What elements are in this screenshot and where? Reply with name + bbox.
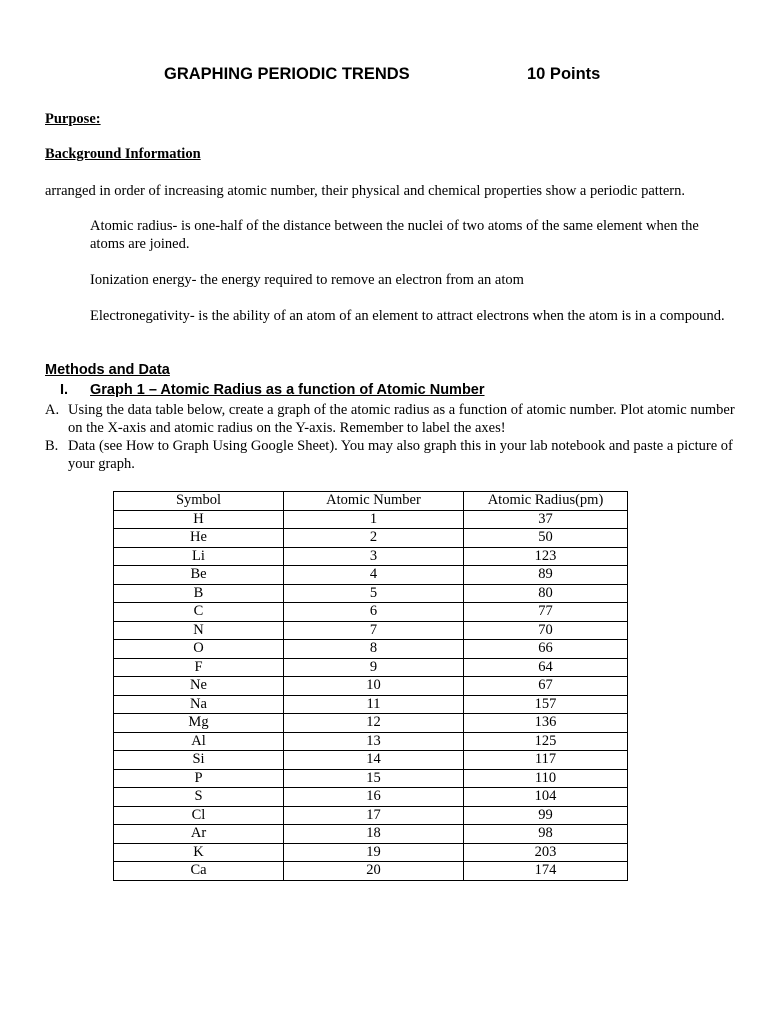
cell-atomic-number: 12 bbox=[284, 714, 464, 733]
cell-symbol: Be bbox=[114, 566, 284, 585]
header-atomic-radius: Atomic Radius(pm) bbox=[464, 492, 628, 511]
cell-atomic-radius: 98 bbox=[464, 825, 628, 844]
cell-symbol: C bbox=[114, 603, 284, 622]
step-b-text: Data (see How to Graph Using Google Sheet). You may also graph this in your lab notebook and paste a picture of your graph. bbox=[68, 438, 733, 472]
cell-symbol: Ca bbox=[114, 862, 284, 881]
cell-symbol: Cl bbox=[114, 806, 284, 825]
table-row bbox=[114, 566, 628, 585]
cell-atomic-number: 1 bbox=[284, 510, 464, 529]
cell-symbol: F bbox=[114, 658, 284, 677]
step-a-letter: A. bbox=[45, 402, 60, 418]
table-row bbox=[114, 751, 628, 770]
table-header-row bbox=[114, 492, 628, 511]
table-row bbox=[114, 806, 628, 825]
cell-atomic-number: 14 bbox=[284, 751, 464, 770]
cell-symbol: O bbox=[114, 640, 284, 659]
cell-atomic-radius: 136 bbox=[464, 714, 628, 733]
cell-atomic-radius: 123 bbox=[464, 547, 628, 566]
cell-atomic-radius: 89 bbox=[464, 566, 628, 585]
header-symbol: Symbol bbox=[114, 492, 284, 511]
cell-atomic-number: 9 bbox=[284, 658, 464, 677]
cell-atomic-radius: 174 bbox=[464, 862, 628, 881]
background-heading: Background Information bbox=[45, 146, 201, 162]
step-b bbox=[45, 437, 735, 473]
cell-atomic-number: 18 bbox=[284, 825, 464, 844]
table-row bbox=[114, 640, 628, 659]
table-row bbox=[114, 695, 628, 714]
cell-atomic-number: 2 bbox=[284, 529, 464, 548]
cell-atomic-radius: 64 bbox=[464, 658, 628, 677]
table-row bbox=[114, 510, 628, 529]
cell-atomic-number: 13 bbox=[284, 732, 464, 751]
graph1-numeral: I. bbox=[60, 382, 69, 398]
cell-symbol: Si bbox=[114, 751, 284, 770]
table-row bbox=[114, 732, 628, 751]
table-row bbox=[114, 677, 628, 696]
cell-symbol: H bbox=[114, 510, 284, 529]
cell-atomic-radius: 67 bbox=[464, 677, 628, 696]
definition-electronegativity: Electronegativity- is the ability of an atom of an element to attract electrons when the atom is in a compound. bbox=[90, 308, 725, 324]
cell-atomic-number: 10 bbox=[284, 677, 464, 696]
atomic-radius-table bbox=[113, 491, 628, 881]
cell-atomic-radius: 117 bbox=[464, 751, 628, 770]
cell-symbol: P bbox=[114, 769, 284, 788]
table-row bbox=[114, 714, 628, 733]
table-row bbox=[114, 529, 628, 548]
cell-symbol: He bbox=[114, 529, 284, 548]
background-intro: arranged in order of increasing atomic number, their physical and chemical properties show a periodic pattern. bbox=[45, 183, 685, 199]
points-label: 10 Points bbox=[527, 65, 601, 83]
cell-symbol: S bbox=[114, 788, 284, 807]
definition-atomic-radius: Atomic radius- is one-half of the distance between the nuclei of two atoms of the same element when the atoms are joined. bbox=[90, 218, 699, 252]
cell-symbol: K bbox=[114, 843, 284, 862]
cell-atomic-radius: 70 bbox=[464, 621, 628, 640]
cell-atomic-radius: 66 bbox=[464, 640, 628, 659]
table-row bbox=[114, 862, 628, 881]
cell-atomic-number: 7 bbox=[284, 621, 464, 640]
cell-symbol: B bbox=[114, 584, 284, 603]
cell-atomic-radius: 110 bbox=[464, 769, 628, 788]
step-b-letter: B. bbox=[45, 438, 59, 454]
table-row bbox=[114, 843, 628, 862]
table-row bbox=[114, 788, 628, 807]
cell-symbol: Na bbox=[114, 695, 284, 714]
cell-symbol: Al bbox=[114, 732, 284, 751]
table-body bbox=[114, 510, 628, 880]
table-row bbox=[114, 603, 628, 622]
cell-atomic-radius: 50 bbox=[464, 529, 628, 548]
cell-atomic-radius: 157 bbox=[464, 695, 628, 714]
step-a bbox=[45, 401, 735, 437]
cell-atomic-number: 19 bbox=[284, 843, 464, 862]
table-row bbox=[114, 584, 628, 603]
table-row bbox=[114, 547, 628, 566]
graph1-title: Graph 1 – Atomic Radius as a function of Atomic Number bbox=[90, 382, 485, 398]
table-row bbox=[114, 825, 628, 844]
methods-heading: Methods and Data bbox=[45, 362, 170, 378]
cell-atomic-number: 6 bbox=[284, 603, 464, 622]
cell-atomic-number: 4 bbox=[284, 566, 464, 585]
cell-atomic-number: 3 bbox=[284, 547, 464, 566]
table-row bbox=[114, 621, 628, 640]
cell-symbol: Mg bbox=[114, 714, 284, 733]
table-row bbox=[114, 769, 628, 788]
cell-atomic-number: 15 bbox=[284, 769, 464, 788]
cell-atomic-number: 16 bbox=[284, 788, 464, 807]
step-a-text: Using the data table below, create a graph of the atomic radius as a function of atomic number. Plot atomic number on the X-axis and atomic radius on the Y-axis. Remember to label the axes! bbox=[68, 402, 735, 436]
cell-atomic-radius: 37 bbox=[464, 510, 628, 529]
purpose-heading: Purpose: bbox=[45, 111, 101, 127]
cell-symbol: Ar bbox=[114, 825, 284, 844]
cell-symbol: Li bbox=[114, 547, 284, 566]
cell-atomic-radius: 104 bbox=[464, 788, 628, 807]
cell-atomic-number: 8 bbox=[284, 640, 464, 659]
cell-atomic-radius: 80 bbox=[464, 584, 628, 603]
cell-symbol: N bbox=[114, 621, 284, 640]
cell-atomic-radius: 125 bbox=[464, 732, 628, 751]
page-title: GRAPHING PERIODIC TRENDS bbox=[164, 65, 410, 83]
cell-atomic-radius: 99 bbox=[464, 806, 628, 825]
cell-atomic-number: 11 bbox=[284, 695, 464, 714]
header-atomic-number: Atomic Number bbox=[284, 492, 464, 511]
cell-atomic-number: 5 bbox=[284, 584, 464, 603]
table-row bbox=[114, 658, 628, 677]
cell-symbol: Ne bbox=[114, 677, 284, 696]
cell-atomic-number: 17 bbox=[284, 806, 464, 825]
definition-ionization-energy: Ionization energy- the energy required to remove an electron from an atom bbox=[90, 272, 524, 288]
cell-atomic-radius: 77 bbox=[464, 603, 628, 622]
cell-atomic-number: 20 bbox=[284, 862, 464, 881]
cell-atomic-radius: 203 bbox=[464, 843, 628, 862]
